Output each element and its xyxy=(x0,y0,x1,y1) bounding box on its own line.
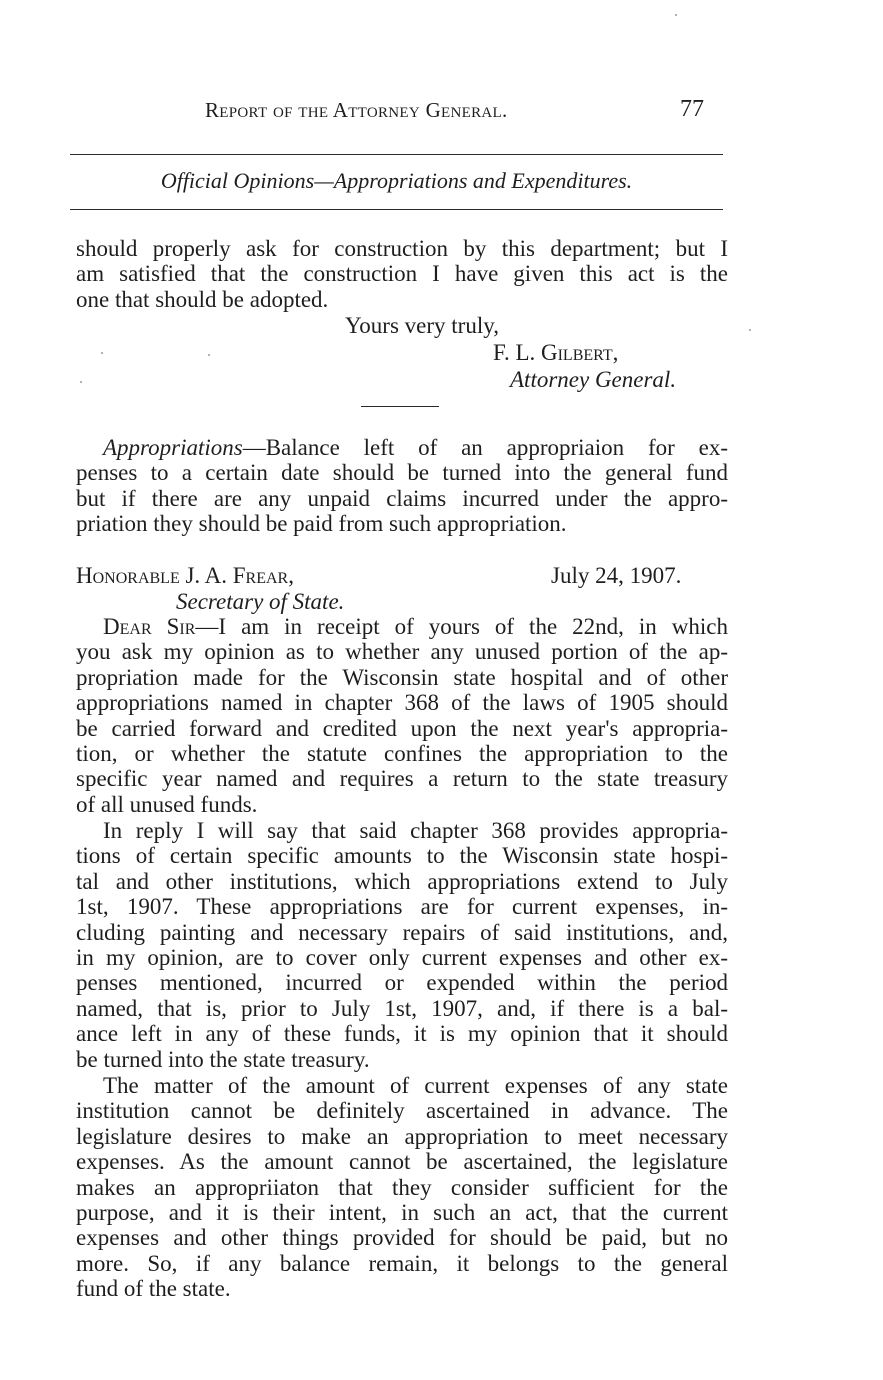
letter-paragraph-2 xyxy=(76,818,728,1072)
running-title: Report of the Attorney General. xyxy=(205,98,508,122)
paragraph-text: —I am in receipt of yours of the 22nd, in which xyxy=(195,614,728,639)
signer-title: Attorney General. xyxy=(510,367,677,392)
text-line: be turned into the state treasury. xyxy=(76,1046,370,1072)
text-line: more. So, if any balance remain, it belongs to the general xyxy=(76,1250,728,1276)
text-line: expenses and other things provided for should be paid, but no xyxy=(76,1225,728,1251)
text-line: expenses. As the amount cannot be ascertained, the legislature xyxy=(76,1149,728,1175)
section-divider xyxy=(361,406,439,407)
syllabus-head: Appropriations xyxy=(103,435,243,460)
scan-speck xyxy=(208,354,210,356)
text-line: should properly ask for construction by this department; but I xyxy=(76,236,728,261)
text-line: priation they should be paid from such appropriation. xyxy=(76,511,567,537)
text-line: makes an appropriiaton that they consider sufficient for the xyxy=(76,1174,728,1200)
syllabus-text: —Balance left of an appropriaion for ex- xyxy=(242,435,728,460)
text-line: am satisfied that the construction I have given this act is the xyxy=(76,261,728,287)
scan-speck xyxy=(675,14,677,16)
text-line xyxy=(76,435,728,460)
closing-salutation: Yours very truly, xyxy=(345,313,499,338)
text-line: tion, or whether the statute confines the appropriation to the xyxy=(76,740,728,766)
text-line: fund of the state. xyxy=(76,1276,231,1302)
text-line: tal and other institutions, which appropriations extend to July xyxy=(76,868,728,894)
scan-speck xyxy=(80,381,82,383)
syllabus-paragraph xyxy=(76,435,728,537)
signer-name xyxy=(493,340,618,365)
text-line: purpose, and it is their intent, in such an act, that the current xyxy=(76,1199,728,1225)
text-line: appropriations named in chapter 368 of the laws of 1905 should xyxy=(76,690,728,716)
letter-date: July 24, 1907. xyxy=(551,563,682,588)
text-line: of all unused funds. xyxy=(76,791,258,817)
text-line: penses to a certain date should be turned into the general fund xyxy=(76,460,728,486)
header-rule-top xyxy=(70,154,723,155)
text-line xyxy=(76,614,728,639)
page-number: 77 xyxy=(680,96,704,122)
signer-name-text: F. L. Gilbert, xyxy=(493,340,619,365)
text-line: one that should be adopted. xyxy=(76,286,329,312)
scan-speck xyxy=(101,352,103,354)
section-title: Official Opinions—Appropriations and Expenditures. xyxy=(160,168,633,193)
letter-addressee: Honorable J. A. Frear, xyxy=(76,563,294,588)
letter-paragraph-1 xyxy=(76,614,728,817)
text-line: in my opinion, are to cover only current expenses and other ex- xyxy=(76,944,728,970)
text-line: be carried forward and credited upon the next year's appropria- xyxy=(76,715,728,741)
text-line: legislature desires to make an appropriation to meet necessary xyxy=(76,1123,728,1149)
text-line: ance left in any of these funds, it is my opinion that it should xyxy=(76,1021,728,1047)
header-rule-bottom xyxy=(70,209,723,210)
text-line: cluding painting and necessary repairs of said institutions, and, xyxy=(76,919,728,945)
text-line: propriation made for the Wisconsin state hospital and of other xyxy=(76,664,728,690)
text-line: 1st, 1907. These appropriations are for current expenses, in- xyxy=(76,894,728,920)
text-line: specific year named and requires a return to the state treasury xyxy=(76,766,728,792)
text-line: In reply I will say that said chapter 368 provides appropria- xyxy=(103,818,728,843)
text-line: The matter of the amount of current expenses of any state xyxy=(103,1073,728,1098)
text-line: tions of certain specific amounts to the Wisconsin state hospi- xyxy=(76,843,728,869)
text-line: named, that is, prior to July 1st, 1907, and, if there is a bal- xyxy=(76,995,728,1021)
scan-speck xyxy=(749,329,751,331)
text-line: but if there are any unpaid claims incurred under the appro- xyxy=(76,485,728,511)
letter-greeting: Dear Sir xyxy=(103,614,196,639)
text-line: penses mentioned, incurred or expended within the period xyxy=(76,970,728,996)
addressee-title: Secretary of State. xyxy=(176,589,345,614)
letter-paragraph-3 xyxy=(76,1073,728,1302)
continuation-paragraph xyxy=(76,236,728,312)
text-line: institution cannot be definitely ascertained in advance. The xyxy=(76,1098,728,1124)
text-line: you ask my opinion as to whether any unused portion of the ap- xyxy=(76,639,728,665)
